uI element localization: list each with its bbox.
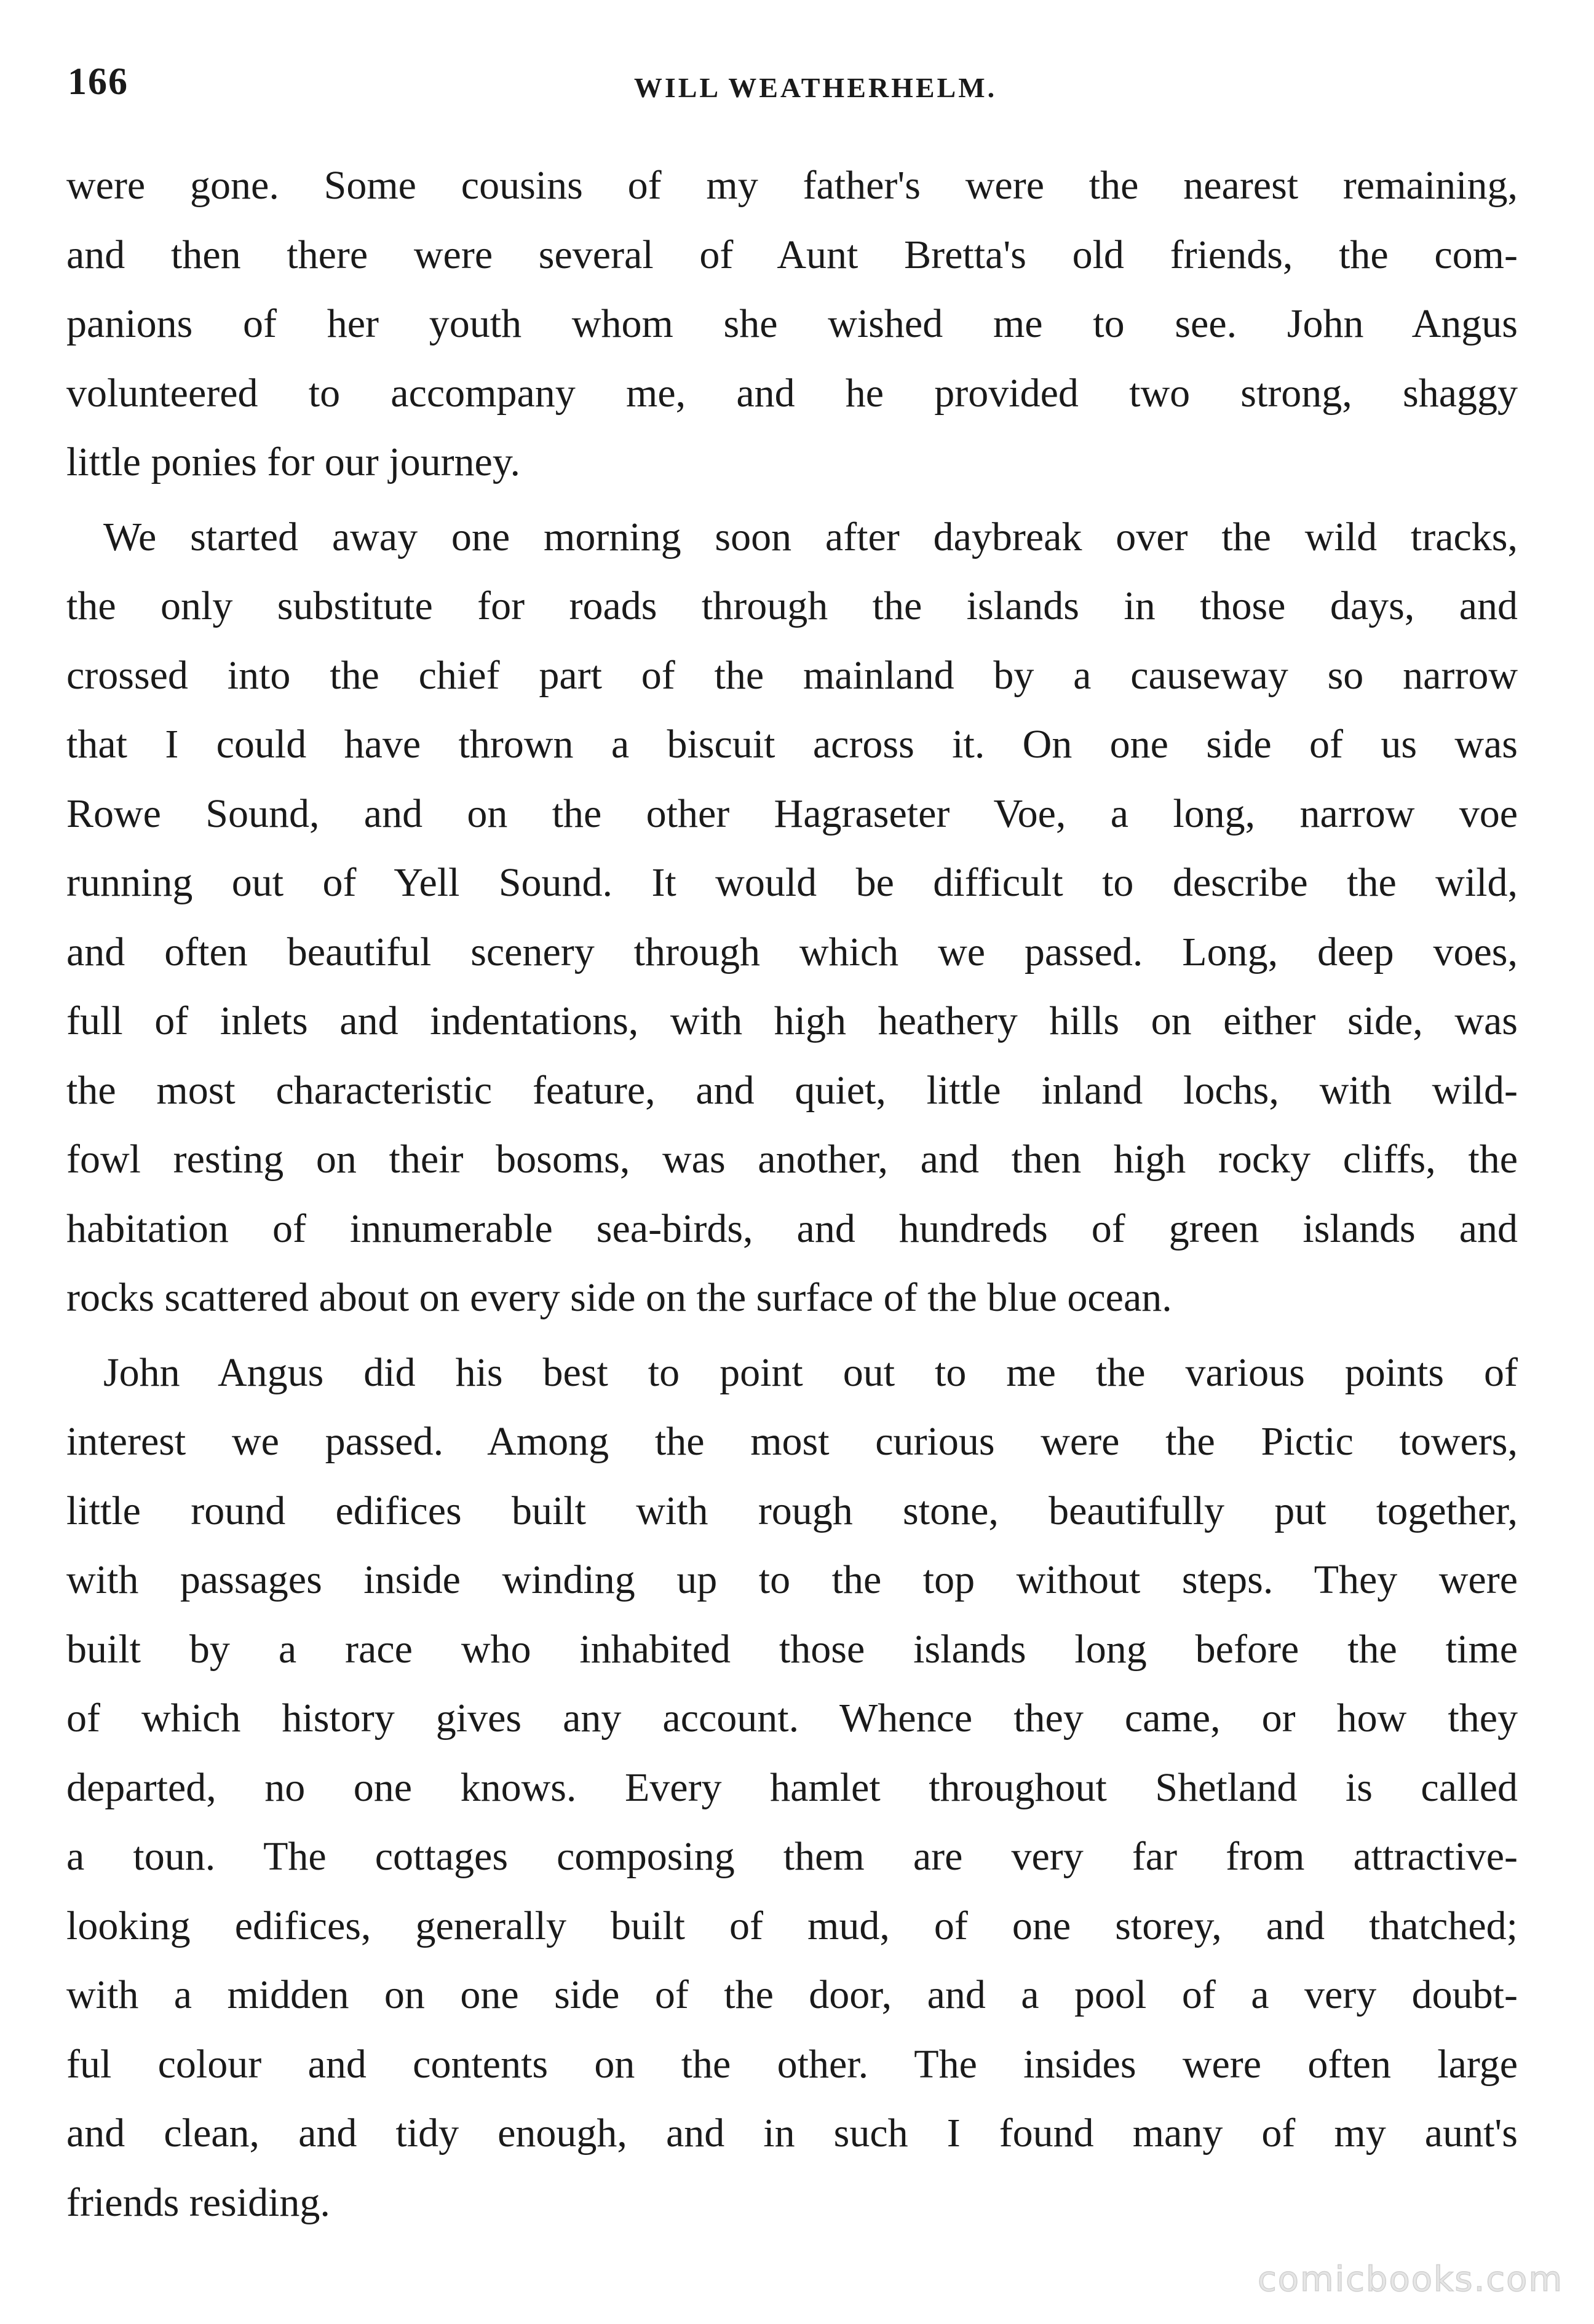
text-line: the only substitute for roads through the islands in those days, and xyxy=(66,583,1518,628)
text-line: were gone. Some cousins of my father's were the nearest remaining, xyxy=(66,163,1518,208)
text-line: the most characteristic feature, and quiet, little inland lochs, with wild- xyxy=(66,1067,1518,1113)
text-line: of which history gives any account. Whence they came, or how they xyxy=(66,1696,1518,1741)
text-line: and then there were several of Aunt Bretta's old friends, the com- xyxy=(66,232,1518,277)
text-line: crossed into the chief part of the mainland by a causeway so narrow xyxy=(66,652,1518,698)
text-line: We started away one morning soon after daybreak over the wild tracks, xyxy=(103,514,1518,559)
paragraph-3 xyxy=(66,1338,1518,2238)
text-line: rocks scattered about on every side on the surface of the blue ocean. xyxy=(66,1275,1172,1320)
text-line: little ponies for our journey. xyxy=(66,440,521,484)
text-line: panions of her youth whom she wished me to see. John Angus xyxy=(66,301,1518,346)
text-line: full of inlets and indentations, with high heathery hills on either side, was xyxy=(66,998,1518,1043)
text-line: habitation of innumerable sea-birds, and hundreds of green islands and xyxy=(66,1206,1518,1251)
text-line: looking edifices, generally built of mud, of one storey, and thatched; xyxy=(66,1903,1518,1948)
text-line: built by a race who inhabited those islands long before the time xyxy=(66,1626,1518,1672)
text-line: ful colour and contents on the other. The insides were often large xyxy=(66,2041,1518,2087)
page-number: 166 xyxy=(68,61,129,103)
text-line: with a midden on one side of the door, and a pool of a very doubt- xyxy=(66,1972,1518,2017)
running-title: WILL WEATHERHELM. xyxy=(633,72,997,103)
text-line: fowl resting on their bosoms, was another, and then high rocky cliffs, the xyxy=(66,1137,1518,1182)
body-text xyxy=(66,151,1518,2243)
text-line: volunteered to accompany me, and he provided two strong, shaggy xyxy=(66,370,1518,416)
text-line: departed, no one knows. Every hamlet throughout Shetland is called xyxy=(66,1765,1518,1810)
text-line: that I could have thrown a biscuit across it. On one side of us was xyxy=(66,722,1518,767)
text-line: and clean, and tidy enough, and in such I found many of my aunt's xyxy=(66,2111,1518,2156)
text-line: John Angus did his best to point out to me the various points of xyxy=(103,1350,1518,1395)
running-head xyxy=(68,54,1526,109)
text-line: interest we passed. Among the most curious were the Pictic towers, xyxy=(66,1419,1518,1464)
watermark: comicbooks.com xyxy=(1257,2259,1563,2299)
text-line: with passages inside winding up to the top without steps. They were xyxy=(66,1557,1518,1602)
text-line: Rowe Sound, and on the other Hagraseter Voe, a long, narrow voe xyxy=(66,791,1518,836)
text-line: and often beautiful scenery through which we passed. Long, deep voes, xyxy=(66,929,1518,974)
text-line: a toun. The cottages composing them are very far from attractive- xyxy=(66,1834,1518,1879)
text-line: running out of Yell Sound. It would be difficult to describe the wild, xyxy=(66,860,1518,905)
text-line: little round edifices built with rough stone, beautifully put together, xyxy=(66,1488,1518,1533)
text-line: friends residing. xyxy=(66,2180,330,2225)
paragraph-1 xyxy=(66,151,1518,497)
paragraph-2 xyxy=(66,503,1518,1333)
